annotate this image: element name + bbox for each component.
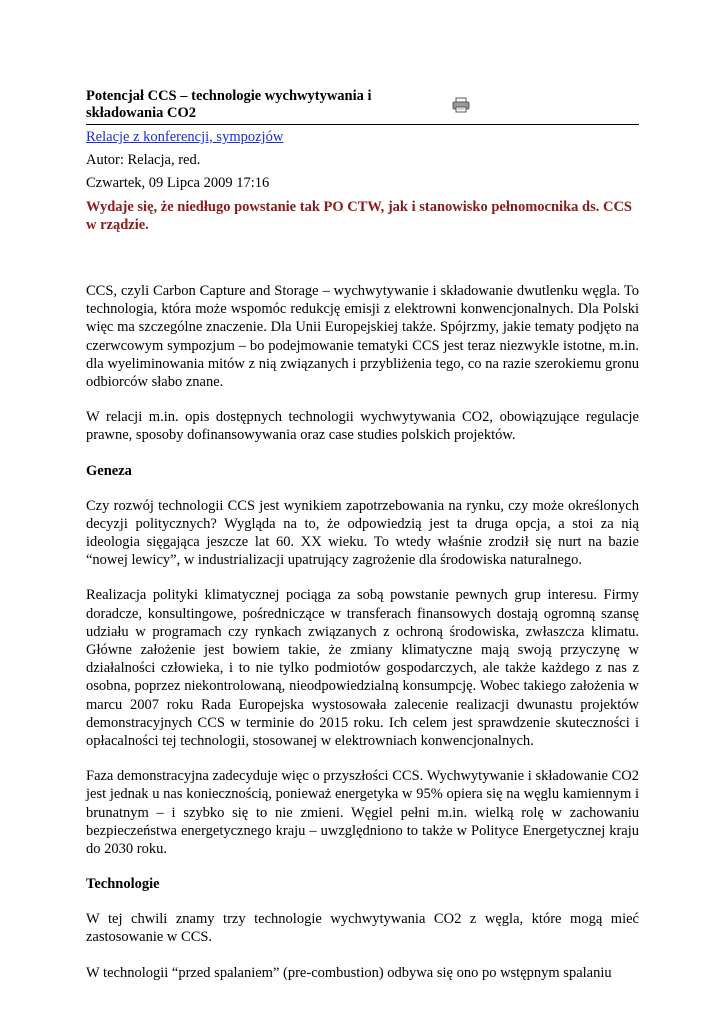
paragraph-technologie-1: W tej chwili znamy trzy technologie wychwytywania CO2 z węgla, które mogą mieć zastosowanie w CCS. [86,911,639,946]
article-meta [86,129,639,192]
title-divider [86,124,639,125]
paragraph-geneza-1: Czy rozwój technologii CCS jest wynikiem zapotrzebowania na rynku, czy może określonych decyzji politycznych? Wygląda na to, że odpowiedzią jest ta druga opcja, a stoi za nią ideologia sięgająca jeszcze lat 60. XX wieku. To wtedy właśnie zrodził się nurt na bazie “nowej lewicy”, w industrializacji upatrujący zagrożenie dla środowiska naturalnego. [86,497,639,569]
article-title: Potencjał CCS – technologie wychwytywania i składowania CO2 [86,88,372,121]
printer-icon[interactable] [452,97,470,113]
article-author: Autor: Relacja, red. [86,152,201,168]
article-header [86,88,639,122]
paragraph-geneza-2: Realizacja polityki klimatycznej pociąga za sobą powstanie pewnych grup interesu. Firmy doradcze, konsultingowe, pośredniczące w transferach finansowych dostają ogromną szansę udziału w programach czy rynkach związanych z ochroną środowiska, zwłaszcza klimatu. Główne założenie jest bowiem takie, że zmiany klimatyczne mają swoją przyczynę w działalności człowieka, i to nie tylko podmiotów gospodarczych, ale także każdego z nas z osobna, poprzez niekontrolowaną, nieodpowiedzialną konsumpcję. Wobec takiego założenia w marcu 2007 roku Rada Europejska wystosowała zalecenie realizacji dwunastu projektów demonstracyjnych CCS w terminie do 2015 roku. Ich celem jest sprawdzenie skuteczności i opłacalności tej technologii, stosowanej w elektrowniach konwencjonalnych. [86,587,639,750]
article [86,88,639,982]
paragraph-technologie-2: W technologii “przed spalaniem” (pre-combustion) odbywa się ono po wstępnym spalaniu [86,964,612,981]
paragraph-geneza-3: Faza demonstracyjna zadecyduje więc o przyszłości CCS. Wychwytywanie i składowanie CO2 jest jednak u nas koniecznością, ponieważ energetyka w 95% opiera się na węglu kamiennym i brunatnym – i szybko się to nie zmieni. Węgiel pełni m.in. wielką rolę w zachowaniu bezpieczeństwa energetycznego kraju – uwzględniono to także w Polityce Energetycznej kraju do 2030 roku. [86,768,639,858]
article-body [86,282,639,982]
paragraph-summary: W relacji m.in. opis dostępnych technologii wychwytywania CO2, obowiązujące regulacje prawne, sposoby dofinansowywania oraz case studies polskich projektów. [86,409,639,444]
article-date: Czwartek, 09 Lipca 2009 17:16 [86,175,270,191]
section-heading-technologie: Technologie [86,876,160,893]
category-link[interactable]: Relacje z konferencji, sympozjów [86,129,284,145]
article-lead: Wydaje się, że niedługo powstanie tak PO CTW, jak i stanowisko pełnomocnika ds. CCS w rządzie. [86,199,632,233]
paragraph-intro: CCS, czyli Carbon Capture and Storage – wychwytywanie i składowanie dwutlenku węgla. To technologia, która może wspomóc redukcję emisji z elektrowni konwencjonalnych. Dla Polski więc ma szczególne znaczenie. Dla Unii Europejskiej także. Spójrzmy, jakie tematy podjęto na czerwcowym sympozjum – bo podejmowanie tematyki CCS jest teraz niezwykle istotne, m.in. dla wyeliminowania mitów z nią związanych i przybliżenia tego, co na razie szerokiemu gronu odbiorców słabo znane. [86,283,639,391]
section-heading-geneza: Geneza [86,462,132,479]
